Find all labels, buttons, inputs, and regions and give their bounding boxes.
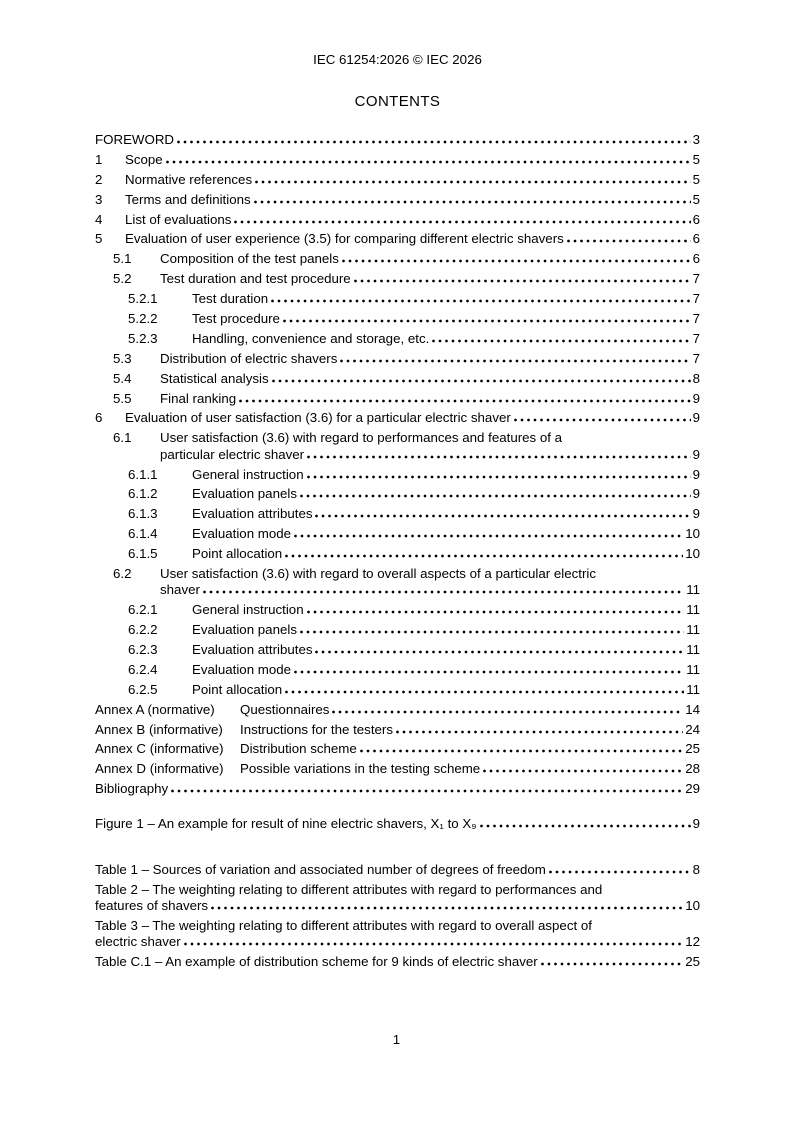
- toc-entry: [95, 231, 700, 247]
- dot-leader: [567, 239, 691, 243]
- toc-entry-number: Annex B (informative): [95, 721, 223, 737]
- toc-entry-text: Scope: [125, 151, 163, 167]
- toc-entry: [95, 391, 700, 407]
- toc-entry-number: 5.1: [113, 251, 132, 267]
- contents-title: CONTENTS: [354, 93, 441, 110]
- dot-leader: [184, 942, 683, 946]
- toc-entry-page: 7: [692, 311, 700, 327]
- toc-entry-number: 2: [95, 171, 103, 187]
- toc-entry-body: [192, 291, 700, 307]
- toc-entry-lastline: [125, 231, 700, 247]
- toc-entry-lastline: [192, 662, 700, 678]
- toc-entry-lastline: [160, 351, 700, 367]
- figures-list-section: [95, 816, 700, 832]
- toc-entry-page: 9: [692, 466, 700, 482]
- dot-leader: [271, 299, 690, 303]
- figure-entry-body: [95, 816, 700, 832]
- dot-leader: [294, 670, 684, 674]
- dot-leader: [211, 906, 683, 910]
- toc-entry-page: 11: [686, 602, 700, 618]
- toc-entry-page: 3: [692, 132, 700, 147]
- toc-entry-page: 25: [685, 741, 700, 757]
- toc-entry-text: Instructions for the testers: [240, 721, 393, 737]
- toc-section: [95, 132, 700, 798]
- dot-leader: [272, 379, 691, 383]
- toc-entry-number: 4: [95, 211, 103, 227]
- dot-leader: [315, 650, 684, 654]
- toc-entry-body: [192, 602, 700, 618]
- toc-entry-number: 5.2.1: [128, 291, 158, 307]
- figure-entry: [95, 816, 700, 832]
- toc-entry-page: 6: [692, 251, 700, 267]
- toc-entry-lastline: [125, 192, 700, 208]
- toc-entry: [95, 741, 700, 757]
- table-entry: [95, 954, 700, 970]
- dot-leader: [300, 630, 684, 634]
- dot-leader: [307, 455, 690, 459]
- table-entry-page: 10: [685, 897, 700, 913]
- figure-entry-lastline: [95, 816, 700, 832]
- toc-entry-body: [192, 506, 700, 522]
- toc-entry-body: [125, 212, 700, 228]
- toc-entry-lastline: [192, 682, 700, 698]
- toc-entry-lastline: [160, 371, 700, 387]
- toc-entry-lastline: [192, 486, 700, 502]
- toc-entry: [95, 662, 700, 678]
- toc-entry-page: 9: [692, 410, 700, 426]
- toc-entry: [95, 566, 700, 599]
- toc-entry-lastline: [160, 391, 700, 407]
- toc-entry-text: General instruction: [192, 602, 304, 618]
- table-entry-lastline: [95, 898, 700, 914]
- toc-entry-lastline: [192, 602, 700, 618]
- toc-entry-text: User satisfaction (3.6) with regard to performances and features of a: [160, 430, 563, 446]
- toc-entry-page: 29: [685, 781, 700, 797]
- toc-entry-text: Evaluation panels: [192, 622, 297, 638]
- toc-entry-text: Evaluation mode: [192, 661, 292, 677]
- toc-entry-number: 5.2.2: [128, 311, 158, 327]
- toc-entry-text: Point allocation: [192, 546, 283, 562]
- dot-leader: [285, 554, 683, 558]
- toc-entry-page: 11: [686, 582, 700, 598]
- toc-entry: [95, 467, 700, 483]
- toc-entry-text: Distribution scheme: [240, 741, 357, 757]
- toc-entry-page: 24: [685, 721, 700, 737]
- toc-entry-text: Evaluation mode: [192, 526, 292, 542]
- table-entry-page: 12: [685, 934, 700, 950]
- dot-leader: [480, 824, 691, 828]
- toc-entry-number: Annex D (informative): [95, 761, 224, 777]
- toc-entry: [95, 430, 700, 463]
- toc-entry-number: 5.2: [113, 271, 132, 287]
- toc-entry-lastline: [95, 132, 700, 148]
- toc-entry-number: 6.1.1: [128, 466, 158, 482]
- toc-entry-lastline: [160, 447, 700, 463]
- dot-leader: [300, 494, 691, 498]
- dot-leader: [360, 749, 683, 753]
- table-entry: [95, 918, 700, 951]
- document-header: IEC 61254:2026 © IEC 2026: [313, 52, 482, 67]
- toc-entry-page: 11: [686, 661, 700, 677]
- toc-entry-text: Test procedure: [192, 311, 280, 327]
- toc-entry-page: 8: [692, 370, 700, 386]
- toc-entry-body: [192, 546, 700, 562]
- dot-leader: [541, 962, 683, 966]
- toc-entry-text: Test duration: [192, 291, 269, 307]
- toc-entry: [95, 622, 700, 638]
- table-entry-text: Table 3 – The weighting relating to different attributes with regard to overall aspect of: [95, 917, 592, 933]
- toc-entry: [95, 311, 700, 327]
- toc-entry-text: Evaluation of user experience (3.5) for comparing different electric shavers: [125, 231, 564, 247]
- dot-leader: [294, 534, 683, 538]
- toc-entry-body: [192, 526, 700, 542]
- dot-leader: [166, 160, 691, 164]
- toc-entry-body: [192, 331, 700, 347]
- toc-entry-body: [125, 172, 700, 188]
- dot-leader: [285, 690, 684, 694]
- toc-entry: [95, 291, 700, 307]
- table-entry-page: 8: [692, 861, 700, 877]
- toc-entry-text: Test duration and test procedure: [160, 271, 351, 287]
- toc-entry: [95, 132, 700, 148]
- table-entry: [95, 882, 700, 915]
- toc-entry-body: [192, 486, 700, 502]
- toc-entry: [95, 172, 700, 188]
- toc-entry: [95, 761, 700, 777]
- toc-entry-lastline: [192, 291, 700, 307]
- toc-entry-text: Distribution of electric shavers: [160, 350, 338, 366]
- figure-entry-text: Figure 1 – An example for result of nine electric shavers, X₁ to X₉: [95, 815, 477, 831]
- dot-leader: [234, 220, 690, 224]
- toc-entry-body: [160, 430, 700, 463]
- toc-entry-body: [240, 761, 700, 777]
- toc-entry-page: 7: [692, 271, 700, 287]
- toc-entry-text: General instruction: [192, 466, 304, 482]
- table-entry-lastline: [95, 862, 700, 878]
- table-entry-text: Table 2 – The weighting relating to different attributes with regard to performances and: [95, 881, 603, 897]
- toc-entry-page: 7: [692, 330, 700, 346]
- toc-entry-lastline: [95, 781, 700, 797]
- dot-leader: [315, 514, 690, 518]
- toc-entry-page: 5: [692, 151, 700, 167]
- dot-leader: [171, 789, 683, 793]
- dot-leader: [307, 475, 691, 479]
- toc-entry-page: 11: [686, 622, 700, 638]
- dot-leader: [239, 399, 690, 403]
- toc-entry-body: [125, 231, 700, 247]
- toc-entry-number: 6.1: [113, 430, 132, 446]
- toc-entry-body: [160, 271, 700, 287]
- toc-entry-page: 10: [685, 546, 700, 562]
- toc-entry-text: Evaluation attributes: [192, 506, 313, 522]
- toc-entry-number: 5: [95, 231, 103, 247]
- toc-entry-number: 6.1.5: [128, 546, 158, 562]
- toc-entry-number: 5.5: [113, 390, 132, 406]
- toc-entry-lastline: [125, 410, 700, 426]
- toc-entry-body: [160, 251, 700, 267]
- toc-entry-text: Evaluation of user satisfaction (3.6) for a particular electric shaver: [125, 410, 511, 426]
- toc-entry-number: 6.1.3: [128, 506, 158, 522]
- toc-entry-lastline: [240, 702, 700, 718]
- dot-leader: [332, 710, 683, 714]
- toc-entry-text: Possible variations in the testing scheme: [240, 761, 481, 777]
- dot-leader: [254, 200, 691, 204]
- toc-entry-body: [95, 781, 700, 797]
- dot-leader: [342, 259, 691, 263]
- toc-entry-page: 7: [692, 291, 700, 307]
- dot-leader: [549, 870, 691, 874]
- toc-entry-body: [192, 662, 700, 678]
- toc-entry-body: [240, 702, 700, 718]
- toc-entry-lastline: [160, 251, 700, 267]
- toc-entry-text: Questionnaires: [240, 701, 330, 717]
- dot-leader: [255, 180, 690, 184]
- toc-entry-number: 6.2.5: [128, 681, 158, 697]
- toc-entry: [95, 506, 700, 522]
- toc-entry: [95, 351, 700, 367]
- toc-entry-lastline: [125, 212, 700, 228]
- toc-entry-lastline: [160, 582, 700, 598]
- table-entry-text: Table C.1 – An example of distribution scheme for 9 kinds of electric shaver: [95, 954, 538, 970]
- toc-entry-page: 11: [686, 681, 700, 697]
- toc-entry-number: 6.2.4: [128, 661, 158, 677]
- toc-entry-lastline: [192, 546, 700, 562]
- tables-list-section: [95, 862, 700, 971]
- toc-entry: [95, 371, 700, 387]
- toc-entry-page: 9: [692, 390, 700, 406]
- toc-entry-text: Evaluation attributes: [192, 641, 313, 657]
- toc-entry-number: 1: [95, 151, 103, 167]
- table-entry-body: [95, 954, 700, 970]
- toc-entry-text: Bibliography: [95, 781, 169, 797]
- toc-entry-number: 3: [95, 191, 103, 207]
- table-entry-lastline: [95, 954, 700, 970]
- toc-entry-page: 11: [686, 641, 700, 657]
- toc-entry-text: Normative references: [125, 171, 253, 187]
- toc-entry-text: Final ranking: [160, 390, 237, 406]
- toc-entry-body: [125, 410, 700, 426]
- page-footer-number: 1: [392, 1032, 401, 1047]
- toc-entry-page: 6: [692, 211, 700, 227]
- toc-entry: [95, 331, 700, 347]
- toc-entry-lastline: [240, 722, 700, 738]
- toc-entry-number: 6.2: [113, 566, 132, 581]
- toc-entry-number: Annex C (informative): [95, 741, 224, 757]
- toc-entry-number: 6.1.4: [128, 526, 158, 542]
- toc-entry-lastline: [192, 311, 700, 327]
- toc-entry-body: [160, 566, 700, 599]
- dot-leader: [483, 769, 683, 773]
- dot-leader: [177, 140, 691, 144]
- toc-entry-body: [160, 391, 700, 407]
- table-entry: [95, 862, 700, 878]
- toc-entry-lastline: [192, 467, 700, 483]
- toc-entry-lastline: [125, 172, 700, 188]
- toc-entry: [95, 722, 700, 738]
- dot-leader: [354, 279, 691, 283]
- toc-entry-text: List of evaluations: [125, 211, 232, 227]
- toc-entry-page: 5: [692, 191, 700, 207]
- toc-entry-number: 6.2.1: [128, 602, 158, 618]
- toc-entry-number: 6.2.2: [128, 622, 158, 638]
- table-entry-body: [95, 882, 700, 915]
- toc-entry-text: Evaluation panels: [192, 486, 297, 502]
- toc-entry-number: 6.2.3: [128, 641, 158, 657]
- toc-entry: [95, 642, 700, 658]
- table-entry-lastline: [95, 934, 700, 950]
- toc-entry-page: 5: [692, 171, 700, 187]
- toc-entry-number: 6.1.2: [128, 486, 158, 502]
- toc-entry-lastline: [192, 331, 700, 347]
- table-entry-text: Table 1 – Sources of variation and associated number of degrees of freedom: [95, 861, 546, 877]
- toc-entry-lastline: [192, 506, 700, 522]
- toc-entry-lastline: [192, 526, 700, 542]
- table-entry-body: [95, 918, 700, 951]
- toc-entry-body: [192, 642, 700, 658]
- toc-entry-text: Statistical analysis: [160, 370, 269, 386]
- dot-leader: [432, 339, 690, 343]
- toc-entry: [95, 152, 700, 168]
- toc-entry-text: particular electric shaver: [160, 446, 305, 462]
- dot-leader: [283, 319, 691, 323]
- toc-entry-number: 6: [95, 410, 103, 426]
- dot-leader: [203, 590, 684, 594]
- toc-entry-page: 28: [685, 761, 700, 777]
- toc-entry-text: Terms and definitions: [125, 191, 251, 207]
- dot-leader: [514, 418, 691, 422]
- dot-leader: [396, 730, 683, 734]
- toc-entry-number: 5.4: [113, 370, 132, 386]
- figure-entry-page: 9: [692, 815, 700, 831]
- toc-entry: [95, 546, 700, 562]
- toc-entry-lastline: [240, 761, 700, 777]
- toc-entry-text: Handling, convenience and storage, etc.: [192, 330, 430, 346]
- toc-entry-number: 5.3: [113, 350, 132, 366]
- table-entry-page: 25: [685, 954, 700, 970]
- toc-entry-lastline: [192, 642, 700, 658]
- toc-entry: [95, 212, 700, 228]
- toc-entry-text: Point allocation: [192, 681, 283, 697]
- toc-entry: [95, 192, 700, 208]
- toc-entry-text: User satisfaction (3.6) with regard to overall aspects of a particular electric: [160, 566, 597, 581]
- toc-entry-body: [192, 311, 700, 327]
- toc-entry: [95, 602, 700, 618]
- toc-entry-page: 9: [692, 446, 700, 462]
- toc-entry-body: [95, 132, 700, 148]
- toc-entry-body: [125, 152, 700, 168]
- toc-entry-body: [160, 371, 700, 387]
- toc-entry-text: FOREWORD: [95, 132, 175, 147]
- toc-entry: [95, 682, 700, 698]
- toc-entry-lastline: [125, 152, 700, 168]
- toc-entry-body: [125, 192, 700, 208]
- toc-entry-page: 9: [692, 506, 700, 522]
- toc-entry-page: 14: [685, 701, 700, 717]
- toc-entry-number: 5.2.3: [128, 330, 158, 346]
- toc-entry: [95, 781, 700, 797]
- toc-entry: [95, 251, 700, 267]
- toc-entry-text: shaver: [160, 582, 200, 598]
- table-entry-body: [95, 862, 700, 878]
- toc-entry-body: [160, 351, 700, 367]
- toc-entry-body: [192, 682, 700, 698]
- toc-entry-number: Annex A (normative): [95, 701, 215, 717]
- toc-entry: [95, 271, 700, 287]
- toc-entry-page: 10: [685, 526, 700, 542]
- toc-entry-body: [240, 722, 700, 738]
- table-entry-text: features of shavers: [95, 897, 209, 913]
- toc-entry-text: Composition of the test panels: [160, 251, 339, 267]
- dot-leader: [340, 359, 690, 363]
- toc-entry-page: 9: [692, 486, 700, 502]
- toc-entry: [95, 526, 700, 542]
- toc-entry-page: 6: [692, 231, 700, 247]
- toc-entry: [95, 702, 700, 718]
- dot-leader: [307, 610, 685, 614]
- toc-entry-body: [240, 741, 700, 757]
- toc-entry-body: [192, 622, 700, 638]
- toc-entry-body: [192, 467, 700, 483]
- toc-entry: [95, 486, 700, 502]
- toc-entry: [95, 410, 700, 426]
- toc-entry-page: 7: [692, 350, 700, 366]
- toc-entry-lastline: [192, 622, 700, 638]
- toc-entry-lastline: [240, 741, 700, 757]
- table-entry-text: electric shaver: [95, 934, 181, 950]
- toc-entry-lastline: [160, 271, 700, 287]
